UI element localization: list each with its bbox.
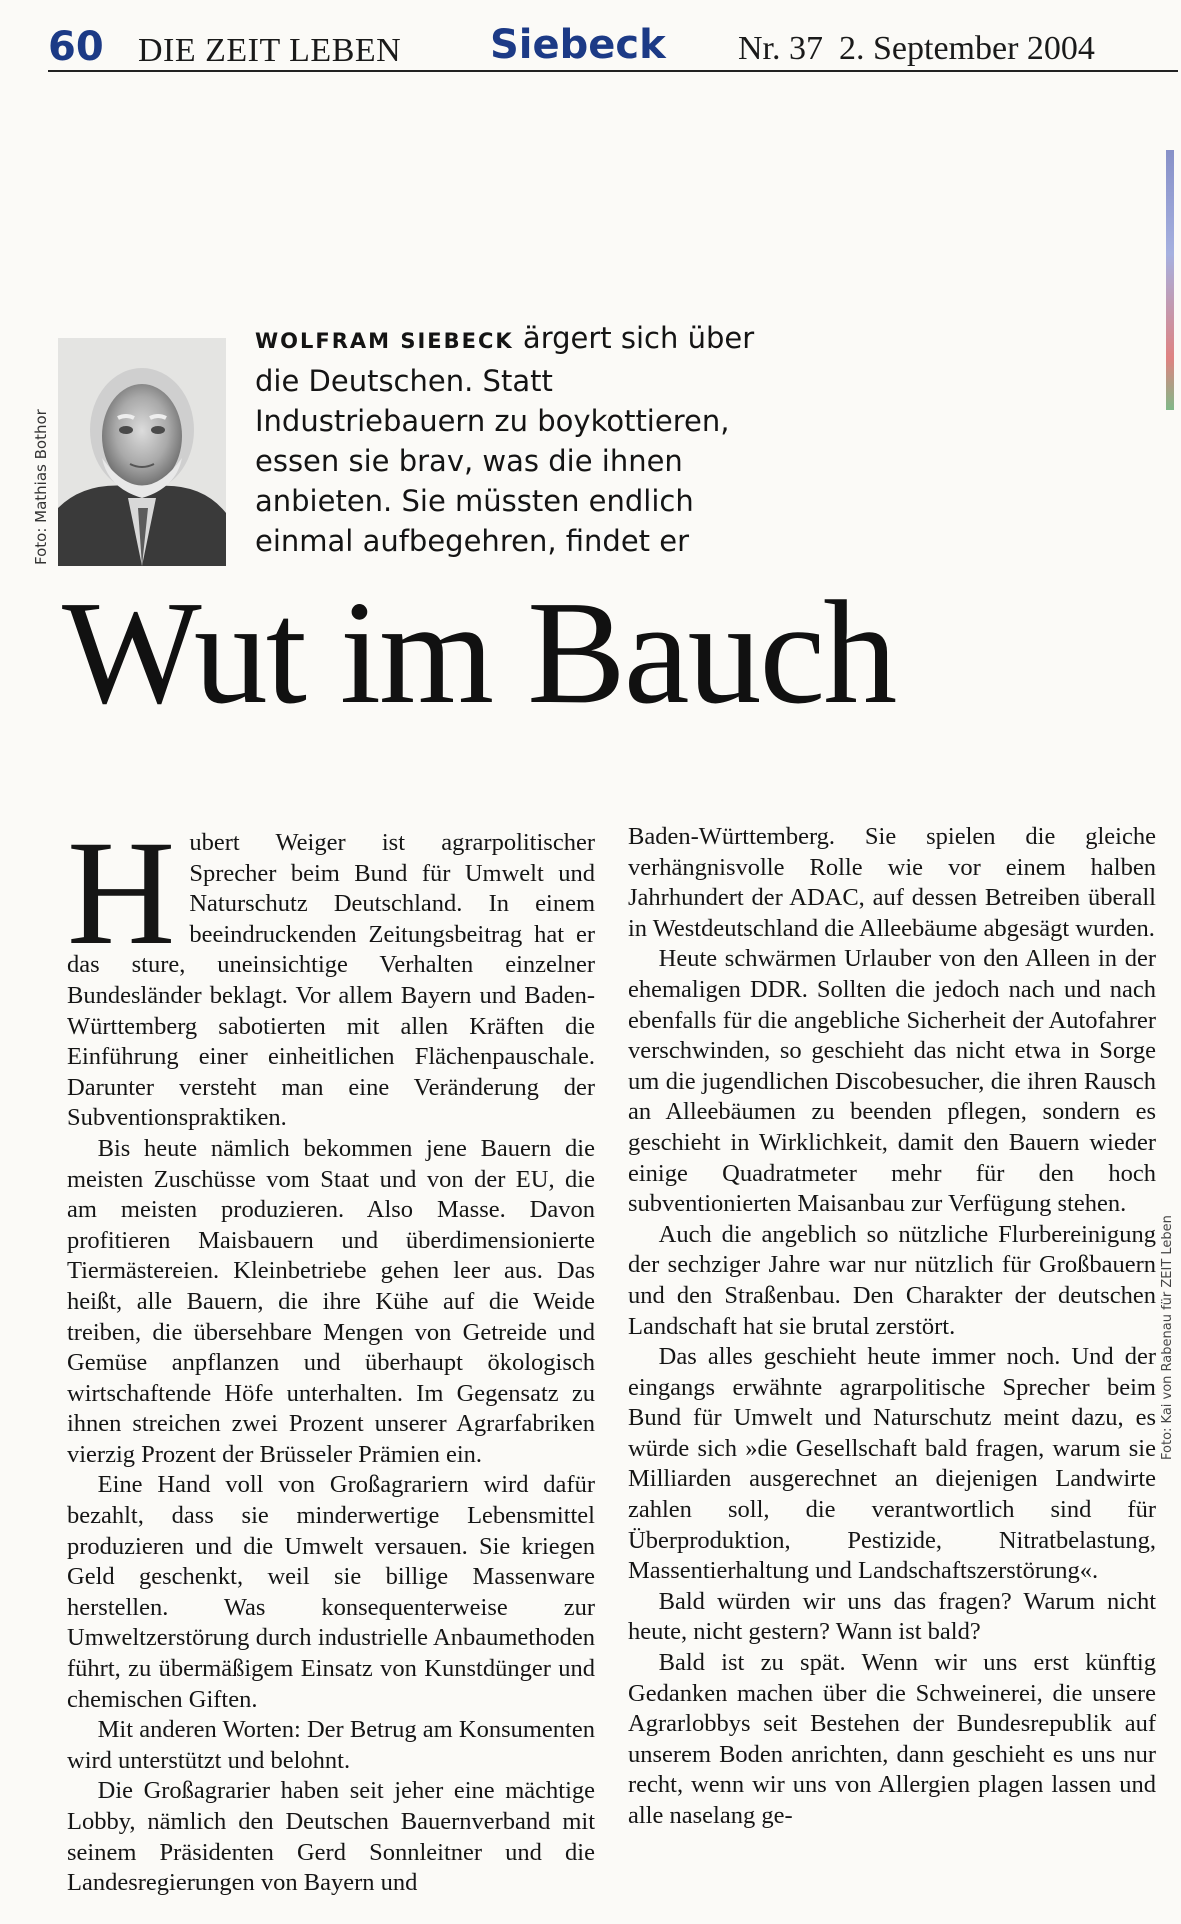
paragraph: Auch die angeblich so nützliche Flurbereinigung der sechziger Jahre war nur nützlich für Großbauern und den Straßenbau. Den Charakter der deutschen Landschaft hat sie brutal zerstört. [628, 1220, 1156, 1340]
issue-date: 2. September 2004 [839, 30, 1095, 67]
paper-name: DIE ZEIT LEBEN [138, 32, 402, 69]
photo-credit: Foto: Mathias Bothor [32, 409, 50, 565]
page-number: 60 [48, 24, 104, 70]
adjacent-page-edge [1166, 150, 1174, 410]
section-title: Siebeck [490, 22, 666, 68]
author-name: WOLFRAM SIEBECK [255, 329, 514, 353]
paragraph: Heute schwärmen Urlauber von den Alleen in der ehemaligen DDR. Sollten die jedoch nach und nach ebenfalls für die angebliche Sicherheit der Autofahrer verschwinden, so geschieht das nicht etwa in Sorge um die jugendlichen Discobesucher, die ihren Rausch an Alleebäumen zu beenden pflegen, sondern es geschieht in Wirklichkeit, damit den Bauern wieder einige Quadratmeter mehr für den hoch subventionierten Maisanbau zur Verfügung stehen. [628, 945, 1156, 1218]
issue-number: Nr. 37 [738, 30, 823, 67]
article-headline: Wut im Bauch [62, 571, 896, 735]
edge-photo-credit: Foto: Kai von Rabenau für ZEIT Leben [1160, 1215, 1175, 1460]
dek-text: ärgert sich über die Deutschen. Statt Industriebauern zu boykottieren, essen sie brav, was die ihnen anbieten. Sie müssten endlich einmal aufbegehren, findet er [255, 321, 755, 558]
paragraph: Die Großagrarier haben seit jeher eine mächtige Lobby, nämlich den Deutschen Bauernverband mit seinem Präsidenten Gerd Sonnleitner und die Landesregierungen von Bayern und [67, 1777, 595, 1897]
paragraph: Das alles geschieht heute immer noch. Und der eingangs erwähnte agrarpolitische Sprecher beim Bund für Umwelt und Naturschutz meint dazu, es würde sich »die Gesellschaft bald fragen, warum sie Milliarden ausgerechnet an diejenigen Landwirte zahlen soll, die verantwortlich sind für Überproduktion, Pestizide, Nitratbelastung, Massentierhaltung und Landschaftszerstörung«. [628, 1343, 1156, 1585]
paragraph: Bis heute nämlich bekommen jene Bauern die meisten Zuschüsse vom Staat und von der EU, die am meisten produzieren. Also Masse. Davon profitieren Maisbauern und überdimensionierte Tiermästereien. Kleinbetriebe gehen leer aus. Das heißt, alle Bauern, die ihre Kühe auf die Weide treiben, die übersehbare Mengen von Getreide und Gemüse anpflanzen und überhaupt ökologisch wirtschaftende Höfe unterhalten. Im Gegensatz zu ihnen streichen zwei Prozent unserer Agrarfabriken vierzig Prozent der Brüsseler Prämien ein. [67, 1134, 595, 1468]
drop-cap: H [67, 810, 176, 976]
article-column-right [628, 822, 1156, 1832]
article-dek [255, 318, 775, 561]
paragraph: Bald ist zu spät. Wenn wir uns erst künftig Gedanken machen über die Schweinerei, die unsere Agrarlobbys seit Bestehen der Bundesrepublik auf unserem Boden anrichten, dann geschieht es uns nur recht, wenn wir uns von Allergien plagen lassen und alle naselang ge- [628, 1649, 1156, 1829]
paragraph: Mit anderen Worten: Der Betrug am Konsumenten wird unterstützt und belohnt. [67, 1716, 595, 1774]
issue-info [738, 30, 1095, 68]
paragraph: Eine Hand voll von Großagrariern wird dafür bezahlt, dass sie minderwertige Lebensmittel produzieren und die Umwelt versauen. Sie kriegen Geld geschenkt, weil sie billige Massenware herstellen. Was konsequenterweise zur Umweltzerstörung durch industrielle Anbaumethoden führt, zu übermäßigem Einsatz von Kunstdünger und chemischen Giften. [67, 1471, 595, 1713]
article-column-left [67, 810, 595, 1899]
portrait-image [58, 338, 226, 566]
paragraph: Baden-Württemberg. Sie spielen die gleiche verhängnisvolle Rolle wie vor einem halben Jahrhundert der ADAC, auf dessen Betreiben überall in Westdeutschland die Alleebäume abgesägt wurden. [628, 823, 1156, 942]
author-portrait [58, 338, 226, 566]
masthead [48, 22, 1178, 72]
paragraph: Hubert Weiger ist agrarpolitischer Sprecher beim Bund für Umwelt und Naturschutz Deutschland. In einem beeindruckenden Zeitungsbeitrag hat er das sture, uneinsichtige Verhalten einzelner Bundesländer beklagt. Vor allem Bayern und Baden-Württemberg sabotierten mit allen Kräften die Einführung einer einheitlichen Flächenpauschale. Darunter versteht man eine Veränderung der Subventionspraktiken. [67, 810, 595, 1132]
paragraph: Bald würden wir uns das fragen? Warum nicht heute, nicht gestern? Wann ist bald? [628, 1587, 1156, 1646]
